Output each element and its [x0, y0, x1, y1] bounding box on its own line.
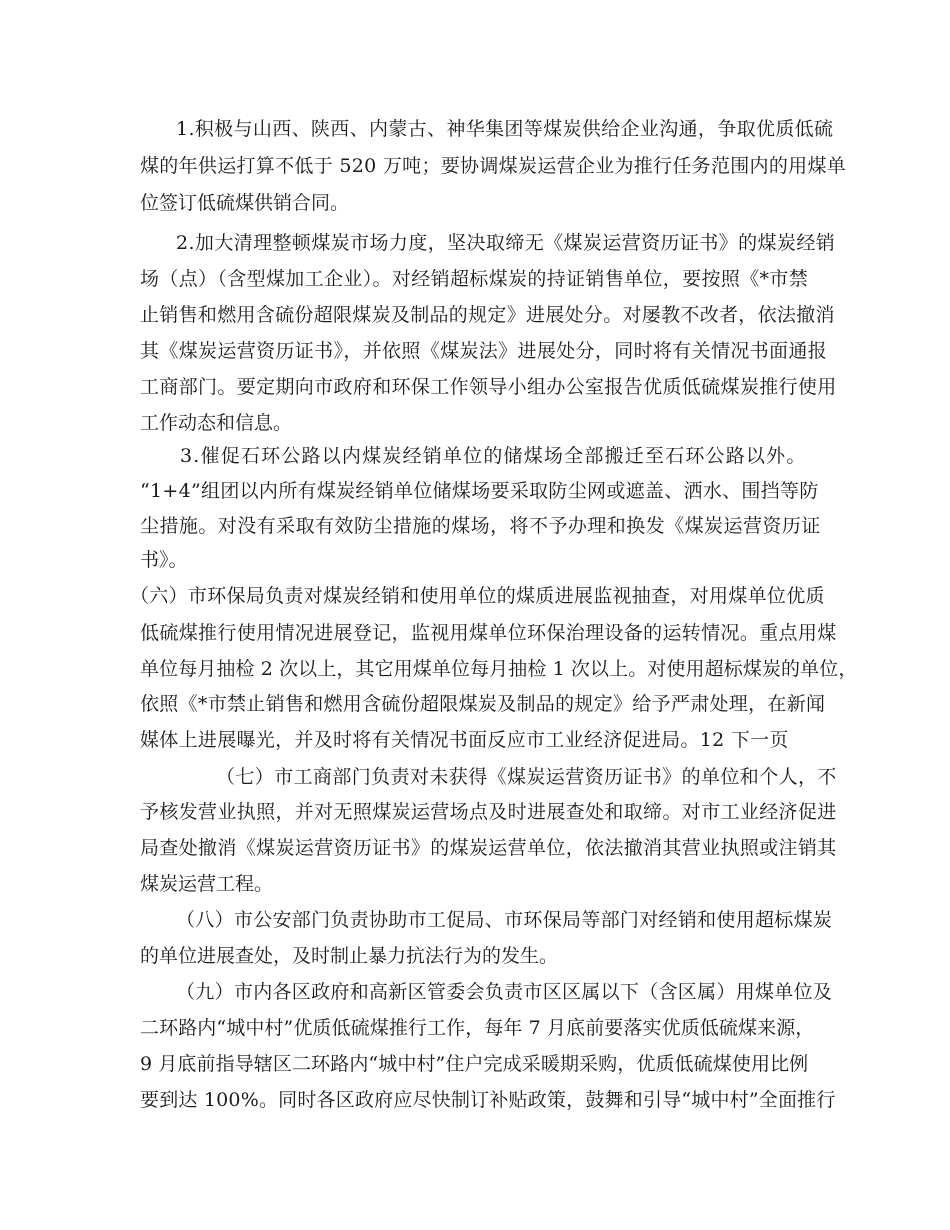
- text-line: 其《煤炭运营资历证书》，并依照《煤炭法》进展处分，同时将有关情况书面通报: [140, 340, 828, 362]
- text-line: 位签订低硫煤供销合同。: [140, 192, 350, 214]
- text-line: （六）市环保局负责对煤炭经销和使用单位的煤质进展监视抽查，对用煤单位优质: [130, 585, 825, 607]
- text-line: 单位每月抽检 2 次以上，其它用煤单位每月抽检 1 次以上。对使用超标煤炭的单位，: [140, 658, 858, 680]
- text-line: 书》。: [140, 549, 188, 571]
- text-line: 的单位进展查处，及时制止暴力抗法行为的发生。: [140, 945, 559, 967]
- text-line: 止销售和燃用含硫份超限煤炭及制品的规定》进展处分。对屡教不改者，依法撤消: [140, 304, 835, 326]
- text-line: 1.积极与山西、陕西、内蒙古、神华集团等煤炭供给企业沟通，争取优质低硫: [176, 118, 834, 140]
- text-line: 场（点）（含型煤加工企业）。对经销超标煤炭的持证销售单位，要按照《*市禁: [140, 268, 809, 290]
- text-line: （九）市内各区政府和高新区管委会负责市区区属以下（含区属）用煤单位及: [176, 981, 833, 1003]
- text-line: 尘措施。对没有采取有效防尘措施的煤场，将不予办理和换发《煤炭运营资历证: [140, 515, 821, 537]
- text-line: 二环路内“城中村”优质低硫煤推行工作，每年 7 月底前要落实优质低硫煤来源，: [140, 1017, 815, 1039]
- text-line: 工作动态和信息。: [140, 412, 293, 434]
- text-line: 9 月底前指导辖区二环路内“城中村”住户完成采暖期采购，优质低硫煤使用比例: [140, 1053, 809, 1075]
- text-line: “1+4”组团以内所有煤炭经销单位储煤场要采取防尘网或遮盖、洒水、围挡等防: [140, 480, 819, 502]
- text-line: 2.加大清理整顿煤炭市场力度，坚决取缔无《煤炭运营资历证书》的煤炭经销: [176, 232, 836, 254]
- text-line: 要到达 100%。同时各区政府应尽快制订补贴政策，鼓舞和引导“城中村”全面推行: [140, 1089, 836, 1111]
- text-line: （八）市公安部门负责协助市工促局、市环保局等部门对经销和使用超标煤炭: [176, 909, 833, 931]
- text-line: 煤的年供运打算不低于 520 万吨；要协调煤炭运营企业为推行任务范围内的用煤单: [140, 155, 847, 177]
- text-line: 煤炭运营工程。: [140, 873, 274, 895]
- text-line: 依照《*市禁止销售和燃用含硫份超限煤炭及制品的规定》给予严肃处理，在新闻: [140, 693, 826, 715]
- text-line: 予核发营业执照，并对无照煤炭运营场点及时进展查处和取缔。对市工业经济促进: [140, 801, 837, 823]
- text-line: 工商部门。要定期向市政府和环保工作领导小组办公室报告优质低硫煤炭推行使用: [140, 376, 837, 398]
- text-line: （七）市工商部门负责对未获得《煤炭运营资历证书》的单位和个人，不: [216, 766, 837, 788]
- text-line: 局查处撤消《煤炭运营资历证书》的煤炭运营单位，依法撤消其营业执照或注销其: [140, 837, 837, 859]
- text-line: 低硫煤推行使用情况进展登记，监视用煤单位环保治理设备的运转情况。重点用煤: [140, 622, 837, 644]
- text-line: 媒体上进展曝光，并及时将有关情况书面反应市工业经济促进局。12 下一页: [140, 729, 789, 751]
- text-line: 3.催促石环公路以内煤炭经销单位的储煤场全部搬迁至石环公路以外。: [180, 445, 807, 467]
